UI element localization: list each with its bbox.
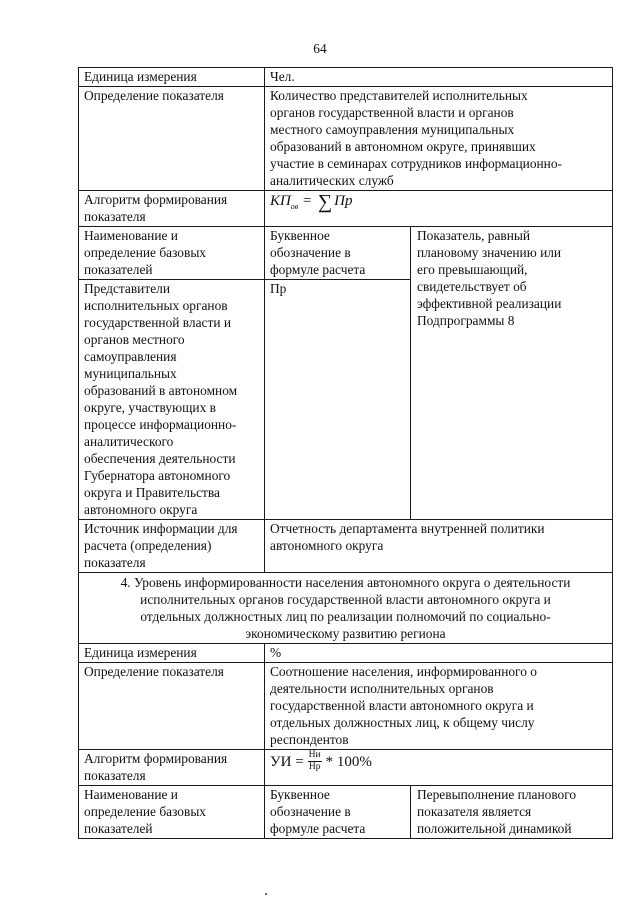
base-letter-value: Пр [265,280,411,520]
base-letter-label-b: Буквенное обозначение в формуле расчета [265,786,411,839]
evaluation-text: Показатель, равный плановому значению или его превышающий, свидетельствует об эффективной реализации Подпрограммы 8 [411,227,613,520]
formula-ui-lhs: УИ = [270,753,304,770]
section-4-heading: 4. Уровень информированности населения автономного округа о деятельности исполнительных органов государственной власти автономного округа и отдельных должностных лиц по реализации полномочий по социально- экономическому развитию региона [79,573,613,644]
row-definition-b [79,663,613,750]
fraction-numerator: Ни [308,750,321,760]
definition-label: Определение показателя [79,87,265,191]
algorithm-label-b: Алгоритм формирования показателя [79,750,265,786]
row-unit [79,68,613,87]
row-section-heading [79,573,613,644]
source-value: Отчетность департамента внутренней политики автономного округа [265,520,613,573]
formula-ui-rhs: * 100% [325,753,372,770]
unit-label: Единица измерения [79,68,265,87]
formula-lhs: КП [270,193,291,209]
formula-ui [270,750,608,773]
definition-value-b: Соотношение населения, информированного о деятельности исполнительных органов государственной власти автономного округа и отдельных должностных лиц, к общему числу респондентов [265,663,613,750]
formula-equals: = [298,193,316,209]
definition-label-b: Определение показателя [79,663,265,750]
algorithm-formula-b [265,750,613,786]
unit-value: Чел. [265,68,613,87]
unit-label-b: Единица измерения [79,644,265,663]
fraction-denominator: Нр [308,762,321,772]
unit-value-b: % [265,644,613,663]
row-unit-b [79,644,613,663]
row-source [79,520,613,573]
formula-ui-fraction [308,750,322,773]
row-algorithm-b [79,750,613,786]
algorithm-label: Алгоритм формирования показателя [79,191,265,227]
row-base-header-b [79,786,613,839]
base-name-label: Наименование и определение базовых показателей [79,227,265,280]
algorithm-formula [265,191,613,227]
base-name-value: Представители исполнительных органов государственной власти и органов местного самоуправления муниципальных образований в автономном округе, участвующих в процессе информационно- аналитического обеспечения деятельности Губернатора автономного округа и Правительства автономного округа [79,280,265,520]
base-letter-label: Буквенное обозначение в формуле расчета [265,227,411,280]
page-number: 64 [313,41,327,56]
indicator-table [78,67,613,839]
formula-kp [270,191,353,213]
sigma-symbol: ∑ [317,191,333,213]
definition-value: Количество представителей исполнительных органов государственной власти и органов местного самоуправления муниципальных образований в автономном округе, принявших участие в семинарах сотрудников информационно- аналитических служб [265,87,613,191]
formula-rhs: Пр [334,193,353,209]
evaluation-text-b: Перевыполнение планового показателя является положительной динамикой [411,786,613,839]
row-base-header [79,227,613,280]
row-definition [79,87,613,191]
row-algorithm [79,191,613,227]
scan-speck [265,893,267,895]
base-name-label-b: Наименование и определение базовых показателей [79,786,265,839]
source-label: Источник информации для расчета (определения) показателя [79,520,265,573]
formula-lhs-subscript: ов [290,202,299,211]
